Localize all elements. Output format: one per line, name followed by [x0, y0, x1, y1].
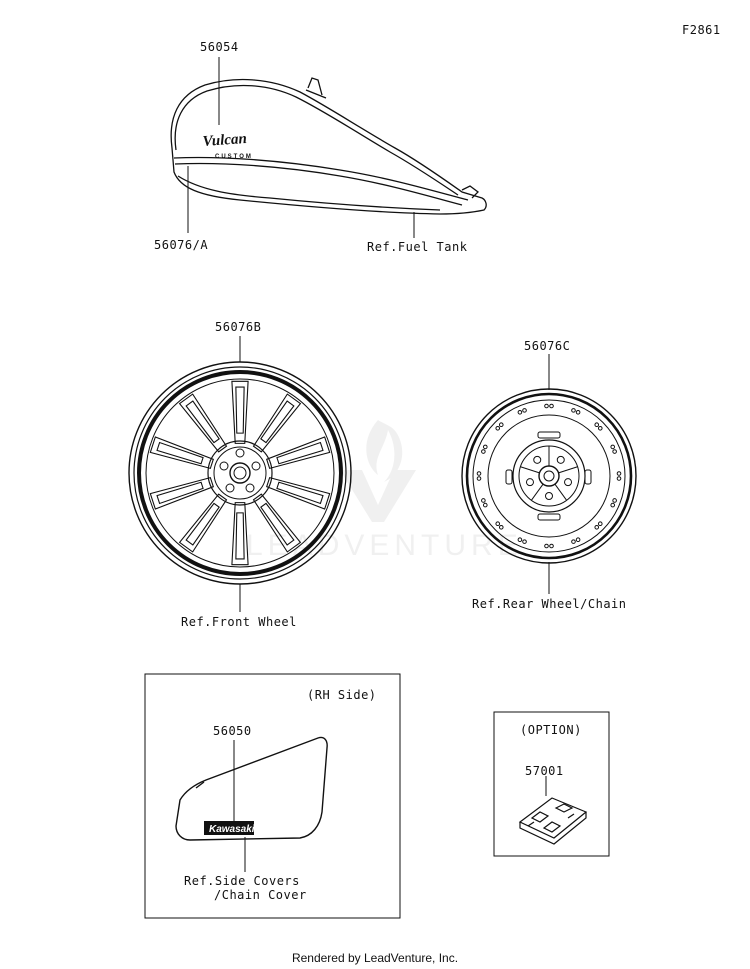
rear-wheel-bolt	[611, 503, 615, 507]
front-wheel-spoke-inner	[186, 503, 219, 545]
tank-logo-text: Vulcan	[202, 130, 248, 150]
rear-hub-hole	[557, 456, 564, 463]
footer-credit: Rendered by LeadVenture, Inc.	[291, 951, 459, 965]
rear-hub-hole	[565, 479, 572, 486]
front-wheel-spoke-inner	[236, 387, 244, 433]
option-caption: (OPTION)	[520, 723, 582, 737]
front-wheel-spoke	[180, 494, 227, 552]
rear-wheel-bolt	[572, 409, 576, 413]
rear-wheel-bolt	[595, 423, 599, 427]
rear-hub-spoke	[559, 467, 578, 473]
rear-hub-hole	[526, 479, 533, 486]
front-wheel-spoke	[150, 437, 213, 468]
ref-rear-wheel-label: Ref.Rear Wheel/Chain	[472, 597, 627, 611]
rear-wheel-bolt	[545, 404, 549, 408]
front-wheel-spoke-inner	[261, 401, 294, 443]
figure-code: F2861	[682, 23, 721, 37]
front-wheel-spoke	[180, 394, 227, 452]
rear-wheel-bolt	[477, 472, 481, 476]
ref-side-covers-label: Ref.Side Covers	[184, 874, 300, 888]
rear-hub-hole	[546, 493, 553, 500]
front-wheel-spoke	[150, 478, 213, 509]
rear-wheel-bolt	[482, 499, 486, 503]
ref-front-wheel-label: Ref.Front Wheel	[181, 615, 297, 629]
ref-chain-cover-label: /Chain Cover	[214, 888, 307, 902]
part-number-56076b[interactable]: 56076B	[215, 320, 262, 334]
rear-wheel-bolt	[523, 409, 527, 413]
tank-logo-subtext: CUSTOM	[215, 154, 253, 160]
part-number-56076c[interactable]: 56076C	[524, 339, 571, 353]
rear-wheel-bolt	[572, 540, 576, 544]
watermark-text: LEADVENTURE	[246, 529, 523, 562]
rear-wheel-bolt	[496, 426, 500, 430]
rear-wheel-bolt	[576, 410, 580, 414]
rear-hub-hole	[534, 456, 541, 463]
rear-wheel-bolt	[483, 503, 487, 507]
side-decal-text: Kawasaki	[209, 824, 255, 835]
rear-hub-spoke	[555, 484, 567, 500]
rear-wheel-bolt	[482, 450, 486, 454]
leader-lines	[188, 57, 549, 872]
front-wheel-spoke-inner	[186, 401, 219, 443]
part-number-56076-a[interactable]: 56076/A	[154, 238, 209, 252]
front-wheel-spoke	[267, 478, 330, 509]
rear-wheel-bolt	[483, 445, 487, 449]
rear-wheel-bolt	[598, 522, 602, 526]
rear-wheel-bolt	[595, 525, 599, 529]
front-wheel-spoke	[232, 381, 248, 443]
rear-wheel-bolt	[613, 450, 617, 454]
rear-wheel-bolt	[576, 538, 580, 542]
rear-wheel-bolt	[518, 410, 522, 414]
rear-wheel-bolt	[499, 423, 503, 427]
ref-fuel-tank-label: Ref.Fuel Tank	[367, 240, 468, 254]
front-wheel-spoke	[267, 437, 330, 468]
option-part-drawing	[520, 798, 586, 844]
rear-wheel-bolt	[496, 522, 500, 526]
part-number-56050[interactable]: 56050	[213, 724, 252, 738]
rear-wheel-bolt	[611, 445, 615, 449]
rh-side-caption: (RH Side)	[307, 688, 377, 702]
rear-wheel-bolt	[477, 477, 481, 481]
rear-wheel-bolt	[550, 404, 554, 408]
rear-wheel-bolt	[523, 540, 527, 544]
rear-hub-spoke	[520, 467, 539, 473]
part-number-56054[interactable]: 56054	[200, 40, 239, 54]
rear-wheel-bolt	[617, 477, 621, 481]
front-wheel-spoke-inner	[236, 513, 244, 559]
front-wheel-spoke	[254, 394, 301, 452]
rear-wheel-bolt	[545, 544, 549, 548]
rear-wheel-bolt	[550, 544, 554, 548]
rear-wheel-bolt	[598, 426, 602, 430]
rear-wheel-bolt	[613, 499, 617, 503]
part-number-57001[interactable]: 57001	[525, 764, 564, 778]
rear-wheel-bolt	[617, 472, 621, 476]
rear-hub-spoke	[531, 484, 543, 500]
